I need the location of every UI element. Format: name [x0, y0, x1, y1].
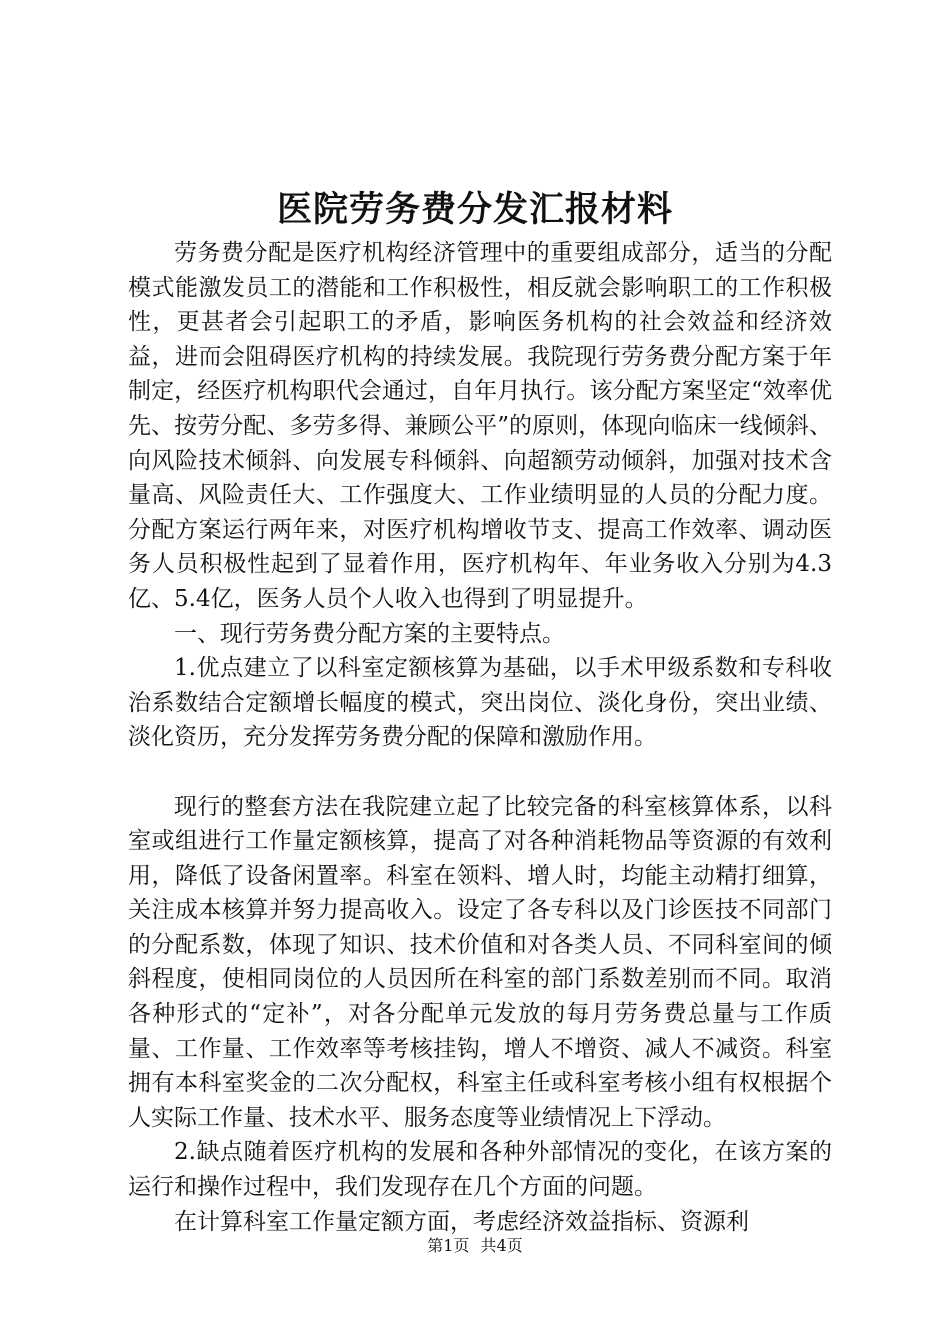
- paragraph-advantages: 1.优点建立了以科室定额核算为基础，以手术甲级系数和专科收治系数结合定额增长幅度的模式，突出岗位、淡化身份，突出业绩、淡化资历，充分发挥劳务费分配的保障和激励作用。: [128, 655, 832, 751]
- paragraph-section-heading: 一、现行劳务费分配方案的主要特点。: [174, 620, 565, 647]
- page-number: 第1页: [427, 1236, 470, 1255]
- page-total: 共4页: [480, 1236, 523, 1255]
- document-body: [128, 236, 832, 1239]
- document-title: 医院劳务费分发汇报材料: [276, 189, 673, 230]
- paragraph-workload-quota: 在计算科室工作量定额方面，考虑经济效益指标、资源利: [174, 1208, 749, 1235]
- page-footer: [0, 1235, 950, 1257]
- paragraph-intro: 劳务费分配是医疗机构经济管理中的重要组成部分，适当的分配模式能激发员工的潜能和工作积极性，相反就会影响职工的工作积极性，更甚者会引起职工的矛盾，影响医务机构的社会效益和经济效益，进而会阻碍医疗机构的持续发展。我院现行劳务费分配方案于年制定，经医疗机构职代会通过，自年月执行。该分配方案坚定“效率优先、按劳分配、多劳多得、兼顾公平”的原则，体现向临床一线倾斜、向风险技术倾斜、向发展专科倾斜、向超额劳动倾斜，加强对技术含量高、风险责任大、工作强度大、工作业绩明显的人员的分配力度。分配方案运行两年来，对医疗机构增收节支、提高工作效率、调动医务人员积极性起到了显着作用，医疗机构年、年业务收入分别为4.3亿、5.4亿，医务人员个人收入也得到了明显提升。: [128, 240, 832, 612]
- paragraph-disadvantages: 2.缺点随着医疗机构的发展和各种外部情况的变化，在该方案的运行和操作过程中，我们发现存在几个方面的问题。: [128, 1139, 832, 1201]
- paragraph-current-method: 现行的整套方法在我院建立起了比较完备的科室核算体系，以科室或组进行工作量定额核算，提高了对各种消耗物品等资源的有效利用，降低了设备闲置率。科室在领料、增人时，均能主动精打细算，关注成本核算并努力提高收入。设定了各专科以及门诊医技不同部门的分配系数，体现了知识、技术价值和对各类人员、不同科室间的倾斜程度，使相同岗位的人员因所在科室的部门系数差别而不同。取消各种形式的“定补”，对各分配单元发放的每月劳务费总量与工作质量、工作量、工作效率等考核挂钩，增人不增资、减人不减资。科室拥有本科室奖金的二次分配权，科室主任或科室考核小组有权根据个人实际工作量、技术水平、服务态度等业绩情况上下浮动。: [128, 793, 832, 1131]
